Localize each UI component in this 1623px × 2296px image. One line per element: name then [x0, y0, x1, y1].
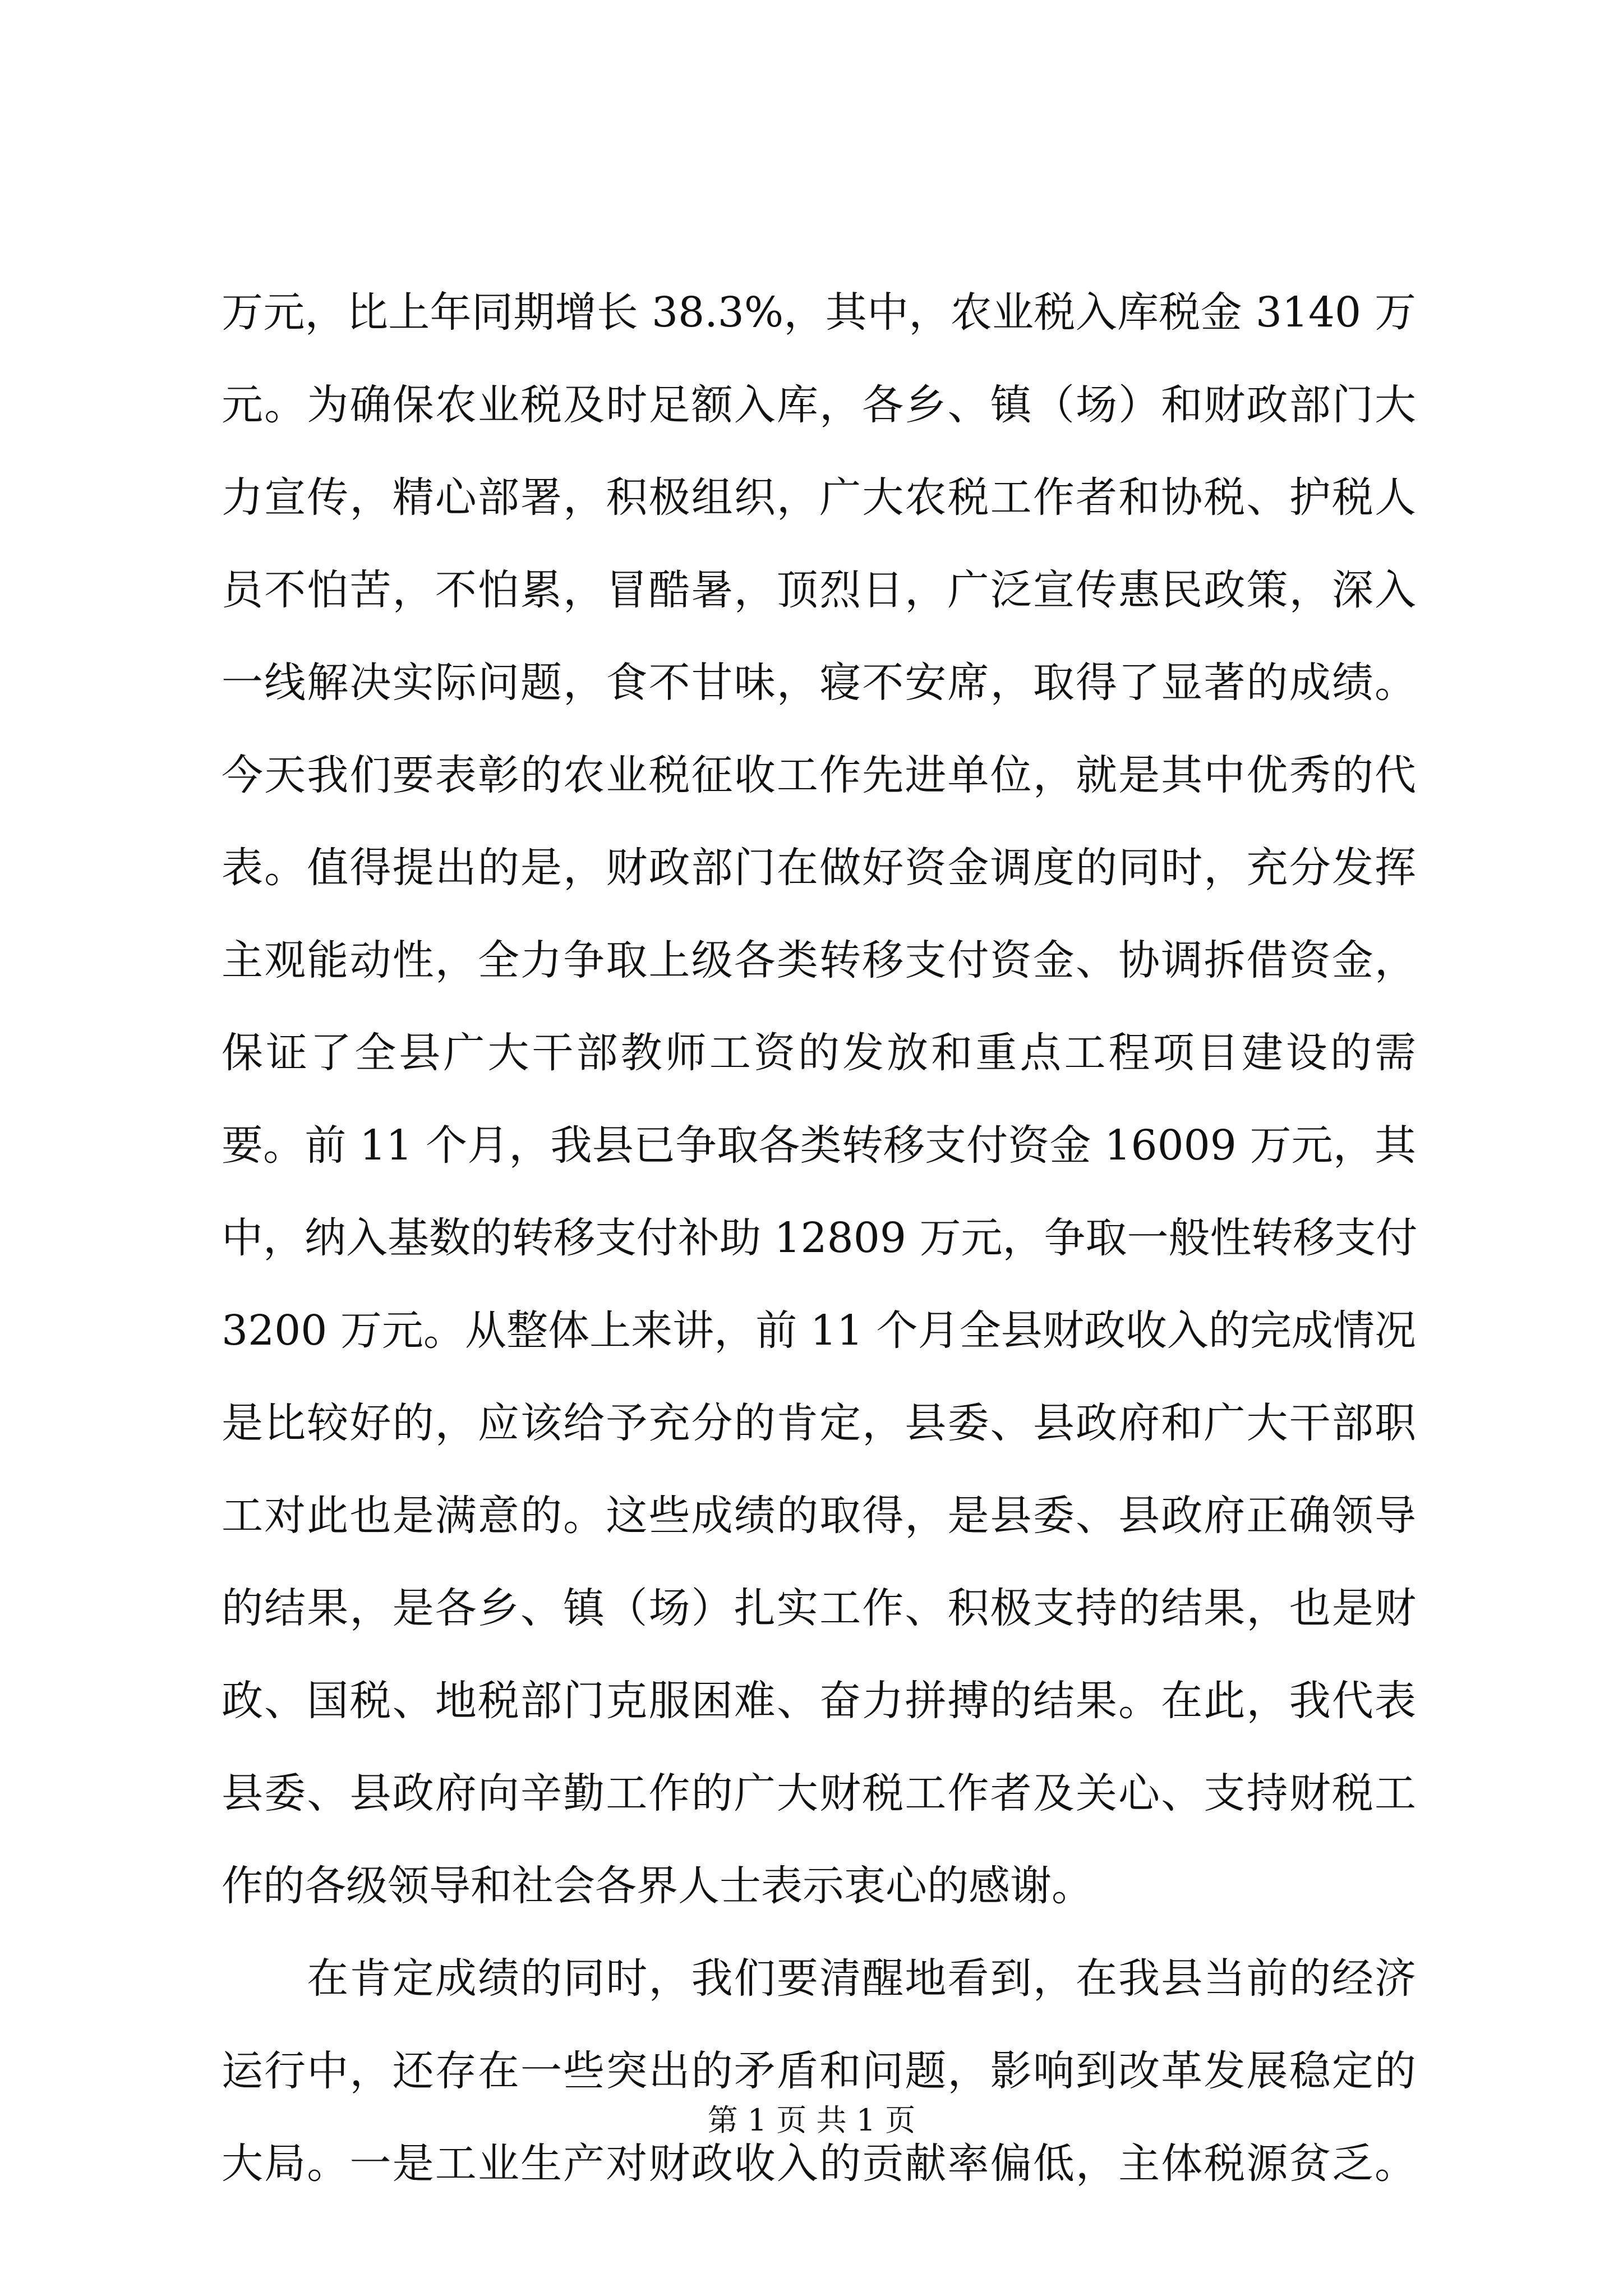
text-line-13: 是比较好的，应该给予充分的肯定，县委、县政府和广大干部职	[222, 1399, 1416, 1447]
text-line-4: 员不怕苦，不怕累，冒酷暑，顶烈日，广泛宣传惠民政策，深入	[222, 566, 1416, 614]
page-number-footer: 第 1 页 共 1 页	[707, 2102, 916, 2138]
text-line-5: 一线解决实际问题，食不甘味，寝不安席，取得了显著的成绩。	[222, 659, 1416, 707]
text-line-3: 力宣传，精心部署，积极组织，广大农税工作者和协税、护税人	[222, 473, 1416, 522]
text-line-2: 元。为确保农业税及时足额入库，各乡、镇（场）和财政部门大	[222, 381, 1416, 429]
text-line-9: 保证了全县广大干部教师工资的发放和重点工程项目建设的需	[222, 1029, 1416, 1077]
text-line-16: 政、国税、地税部门克服困难、奋力拼搏的结果。在此，我代表	[222, 1677, 1416, 1725]
text-line-20: 运行中，还存在一些突出的矛盾和问题，影响到改革发展稳定的	[222, 2047, 1416, 2095]
text-line-8: 主观能动性，全力争取上级各类转移支付资金、协调拆借资金，	[222, 936, 1416, 984]
text-line-12: 3200 万元。从整体上来讲，前 11 个月全县财政收入的完成情况	[222, 1306, 1416, 1355]
text-line-19: 在肯定成绩的同时，我们要清醒地看到，在我县当前的经济	[222, 1954, 1416, 2003]
text-line-17: 县委、县政府向辛勤工作的广大财税工作者及关心、支持财税工	[222, 1769, 1416, 1818]
text-line-11: 中，纳入基数的转移支付补助 12809 万元，争取一般性转移支付	[222, 1214, 1418, 1262]
text-line-15: 的结果，是各乡、镇（场）扎实工作、积极支持的结果，也是财	[222, 1584, 1416, 1632]
body-text	[222, 266, 1416, 2210]
text-line-14: 工对此也是满意的。这些成绩的取得，是县委、县政府正确领导	[222, 1492, 1416, 1540]
text-line-21: 大局。一是工业生产对财政收入的贡献率偏低，主体税源贫乏。	[222, 2139, 1416, 2188]
text-line-6: 今天我们要表彰的农业税征收工作先进单位，就是其中优秀的代	[222, 751, 1416, 799]
text-line-18: 作的各级领导和社会各界人士表示衷心的感谢。	[222, 1862, 1093, 1910]
text-line-7: 表。值得提出的是，财政部门在做好资金调度的同时，充分发挥	[222, 844, 1416, 892]
text-line-1: 万元，比上年同期增长 38.3%，其中，农业税入库税金 3140 万	[222, 288, 1416, 337]
text-line-10: 要。前 11 个月，我县已争取各类转移支付资金 16009 万元，其	[222, 1121, 1416, 1170]
